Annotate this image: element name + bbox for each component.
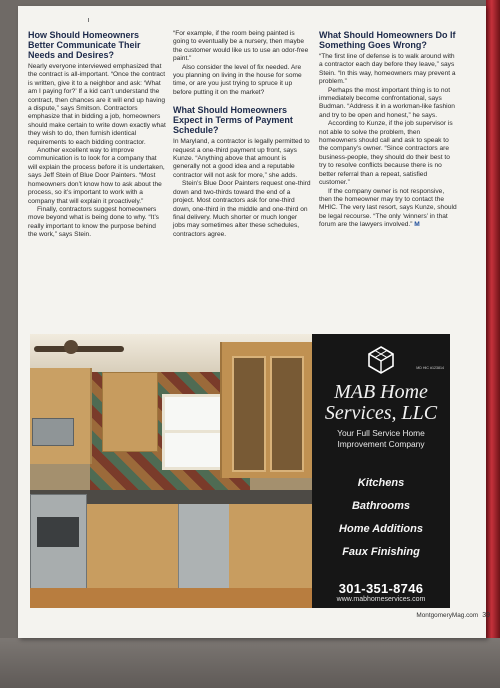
services-list <box>312 472 450 564</box>
brand-line-2: Services, LLC <box>324 402 438 424</box>
paragraph: Also consider the level of fix needed. Are you planning on living in the house for some time, or are you just trying to spruce it up before putting it on the market? <box>173 63 302 96</box>
article-column-2 <box>173 30 311 239</box>
section-heading-payment: What Should Homeowners Expect in Terms of Payment Schedule? <box>173 105 293 136</box>
advertisement <box>30 334 450 608</box>
page-number: 39 <box>482 612 490 619</box>
ad-website: www.mabhomeservices.com <box>336 596 426 603</box>
paragraph: Stein’s Blue Door Painters request one-third down and two-thirds toward the end of a project. Most contractors ask for one-third down, one-third in the middle and one-third on final delivery. Much shorter or much longer jobs may sometimes alter these schedules, contractors agree. <box>173 180 311 238</box>
section-heading-wrong: What Should Homeowners Do If Something Goes Wrong? <box>319 30 456 50</box>
footer-site: MontgomeryMag.com <box>416 612 479 619</box>
section-heading-communicate: How Should Homeowners Better Communicate Their Needs and Desires? <box>28 30 141 60</box>
ceiling-fan-hub <box>64 340 78 354</box>
paragraph: According to Kunze, if the job supervisor is not able to solve the problem, then homeowners should call and ask to speak to the company’s owner. “Since contractors are business-people, they should do their best to try to resolve conflicts because there is no better referral than a repeat, satisfied customer.” <box>319 120 453 187</box>
page-footer <box>416 612 490 619</box>
glass-door <box>270 356 304 472</box>
paragraph: In Maryland, a contractor is legally permitted to request a one-third payment up front, says Kunze. “Anything above that amount is generally not a good idea and a reputable contractor will not ask for more,” she adds. <box>173 138 310 179</box>
background-surface <box>0 638 500 688</box>
oven <box>30 494 87 590</box>
glass-door <box>232 356 266 472</box>
paragraph-text: If the company owner is not responsive, then the homeowner may try to contact the MHIC. The very last resort, says Kunze, should be legal recourse. “The only ‘winners’ in that forum are the lawyers involved.” <box>319 187 457 229</box>
upper-cabinet-left <box>30 368 92 464</box>
service-item: Home Additions <box>339 523 423 535</box>
ad-phone-number: 301-351-8746 <box>338 581 424 596</box>
brand-name <box>312 382 450 424</box>
microwave <box>32 418 74 446</box>
paragraph: Nearly everyone interviewed emphasized that the contract is all-important. “Once the contract is written, give it to a neighbor and ask: ‘What am I paying for?’ If a kid can’t understand the contract, then chances are it will end up having a dispute,” says Smitson. Contractors emphasize that in bidding a job, homeowners should make certain to write down exactly what they wish to do, then furnish identical requirements to each bidding contractor. <box>28 63 166 146</box>
mab-logo-icon <box>367 346 395 374</box>
end-of-article-mark: M <box>414 221 420 229</box>
paragraph: Finally, contractors suggest homeowners move beyond what is being done to why. “It’s really important to know the purpose behind the work,” says Stein. <box>28 205 159 239</box>
article-column-1 <box>28 30 166 240</box>
license-number: MD HIC #123814 <box>416 366 444 370</box>
article-column-3 <box>319 30 457 230</box>
paragraph: Perhaps the most important thing is to not immediately become confrontational, says Budman. “Address it in a workman-like fashion and try to be open and honest,” he says. <box>319 86 455 119</box>
paragraph: “For example, if the room being painted is going to eventually be a nursery, then maybe the customer would like us to use an odor-free paint.” <box>173 30 309 63</box>
brand-line-1: MAB Home <box>334 381 428 403</box>
service-item: Bathrooms <box>351 500 411 512</box>
ad-tagline: Your Full Service Home Improvement Company <box>337 428 425 449</box>
service-item: Kitchens <box>357 477 405 489</box>
oven-window <box>37 517 79 547</box>
service-item: Faux Finishing <box>342 546 420 558</box>
upper-cabinet-middle <box>102 372 158 452</box>
ceiling-fan <box>34 346 124 352</box>
page-mark <box>88 18 89 22</box>
paragraph <box>319 188 457 230</box>
kitchen-photo <box>30 334 312 608</box>
kitchen-window <box>162 394 223 470</box>
paragraph: “The first line of defense is to walk around with a contractor each day before they leave,” says Stein. “In this way, homeowners may prevent a problem.” <box>319 53 456 86</box>
paragraph: Another excellent way to improve communication is to look for a company that will explain the process before it is undertaken, says Jeff Stein of Blue Door Painters. “Most homeowners don’t know how to ask about the process, so it’s important to work with a company that will explain it proactively.” <box>28 147 165 205</box>
adjacent-page-edge <box>486 0 500 650</box>
ad-copy-panel <box>312 334 450 608</box>
wood-floor <box>30 588 312 608</box>
upper-cabinet-glass <box>220 342 312 478</box>
